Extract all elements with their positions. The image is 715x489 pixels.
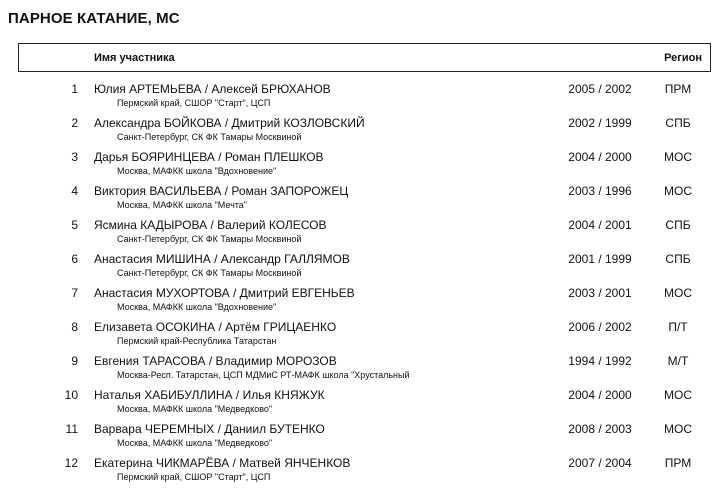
participant-names: Юлия АРТЕМЬЕВА / Алексей БРЮХАНОВ — [94, 82, 331, 96]
birth-years: 2001 / 1999 — [568, 252, 632, 266]
table-row — [0, 251, 715, 285]
row-number: 9 — [71, 354, 78, 368]
row-number: 12 — [64, 456, 78, 470]
region-code: СПБ — [665, 218, 691, 232]
row-number: 5 — [71, 218, 78, 232]
region-code: МОС — [664, 184, 692, 198]
participant-names: Анастасия МИШИНА / Александр ГАЛЛЯМОВ — [94, 252, 350, 266]
table-row — [0, 149, 715, 183]
region-code: СПБ — [665, 252, 691, 266]
row-number: 2 — [71, 116, 78, 130]
participant-names: Александра БОЙКОВА / Дмитрий КОЗЛОВСКИЙ — [94, 116, 365, 130]
participant-names: Варвара ЧЕРЕМНЫХ / Даниил БУТЕНКО — [94, 422, 325, 436]
region-code: ПРМ — [664, 82, 692, 96]
participants-list — [0, 81, 715, 489]
region-code: СПБ — [665, 116, 691, 130]
birth-years: 2003 / 2001 — [568, 286, 632, 300]
table-row — [0, 455, 715, 489]
column-header-name: Имя участника — [94, 52, 175, 64]
table-row — [0, 319, 715, 353]
participant-club: Москва, МАФКК школа "Медведково" — [117, 438, 273, 448]
table-row — [0, 115, 715, 149]
participant-club: Санкт-Петербург, СК ФК Тамары Москвиной — [117, 234, 302, 244]
birth-years: 2004 / 2000 — [568, 388, 632, 402]
participant-club: Пермский край, СШОР "Старт", ЦСП — [117, 98, 271, 108]
participant-names: Ясмина КАДЫРОВА / Валерий КОЛЕСОВ — [94, 218, 327, 232]
table-row — [0, 353, 715, 387]
page-title: ПАРНОЕ КАТАНИЕ, МС — [8, 10, 180, 27]
row-number: 11 — [65, 422, 78, 436]
participant-names: Елизавета ОСОКИНА / Артём ГРИЦАЕНКО — [94, 320, 337, 334]
region-code: П/Т — [668, 320, 688, 334]
row-number: 10 — [64, 388, 78, 402]
birth-years: 2002 / 1999 — [568, 116, 632, 130]
region-code: ПРМ — [664, 456, 692, 470]
participant-club: Москва-Респ. Татарстан, ЦСП МДМиС РТ-МАФК школа "Хрустальный — [117, 370, 410, 380]
birth-years: 2004 / 2001 — [568, 218, 632, 232]
region-code: МОС — [664, 422, 692, 436]
region-code: МОС — [664, 286, 692, 300]
participant-club: Пермский край-Республика Татарстан — [117, 336, 277, 346]
table-header — [18, 43, 711, 72]
participant-names: Екатерина ЧИКМАРЁВА / Матвей ЯНЧЕНКОВ — [94, 456, 351, 470]
region-code: М/Т — [667, 354, 689, 368]
participant-club: Москва, МАФКК школа "Мечта" — [117, 200, 247, 210]
table-row — [0, 217, 715, 251]
table-row — [0, 387, 715, 421]
participant-club: Москва, МАФКК школа "Вдохновение" — [117, 166, 277, 176]
row-number: 7 — [71, 286, 78, 300]
birth-years: 2008 / 2003 — [568, 422, 632, 436]
region-code: МОС — [664, 388, 692, 402]
row-number: 1 — [71, 82, 78, 96]
birth-years: 2007 / 2004 — [568, 456, 632, 470]
participant-club: Санкт-Петербург, СК ФК Тамары Москвиной — [117, 268, 302, 278]
row-number: 3 — [71, 150, 78, 164]
birth-years: 2004 / 2000 — [568, 150, 632, 164]
participant-club: Санкт-Петербург, СК ФК Тамары Москвиной — [117, 132, 302, 142]
row-number: 8 — [71, 320, 78, 334]
participant-names: Дарья БОЯРИНЦЕВА / Роман ПЛЕШКОВ — [94, 150, 324, 164]
birth-years: 2003 / 1996 — [568, 184, 632, 198]
table-row — [0, 183, 715, 217]
participant-club: Москва, МАФКК школа "Вдохновение" — [117, 302, 277, 312]
column-header-region: Регион — [664, 52, 702, 64]
row-number: 6 — [71, 252, 78, 266]
participant-names: Наталья ХАБИБУЛЛИНА / Илья КНЯЖУК — [94, 388, 325, 402]
table-row — [0, 81, 715, 115]
participant-names: Анастасия МУХОРТОВА / Дмитрий ЕВГЕНЬЕВ — [94, 286, 355, 300]
birth-years: 1994 / 1992 — [568, 354, 632, 368]
row-number: 4 — [71, 184, 78, 198]
participant-names: Виктория ВАСИЛЬЕВА / Роман ЗАПОРОЖЕЦ — [94, 184, 349, 198]
birth-years: 2006 / 2002 — [568, 320, 632, 334]
table-row — [0, 285, 715, 319]
region-code: МОС — [664, 150, 692, 164]
participant-club: Москва, МАФКК школа "Медведково" — [117, 404, 273, 414]
birth-years: 2005 / 2002 — [568, 82, 632, 96]
participant-names: Евгения ТАРАСОВА / Владимир МОРОЗОВ — [94, 354, 337, 368]
table-row — [0, 421, 715, 455]
participant-club: Пермский край, СШОР "Старт", ЦСП — [117, 472, 271, 482]
